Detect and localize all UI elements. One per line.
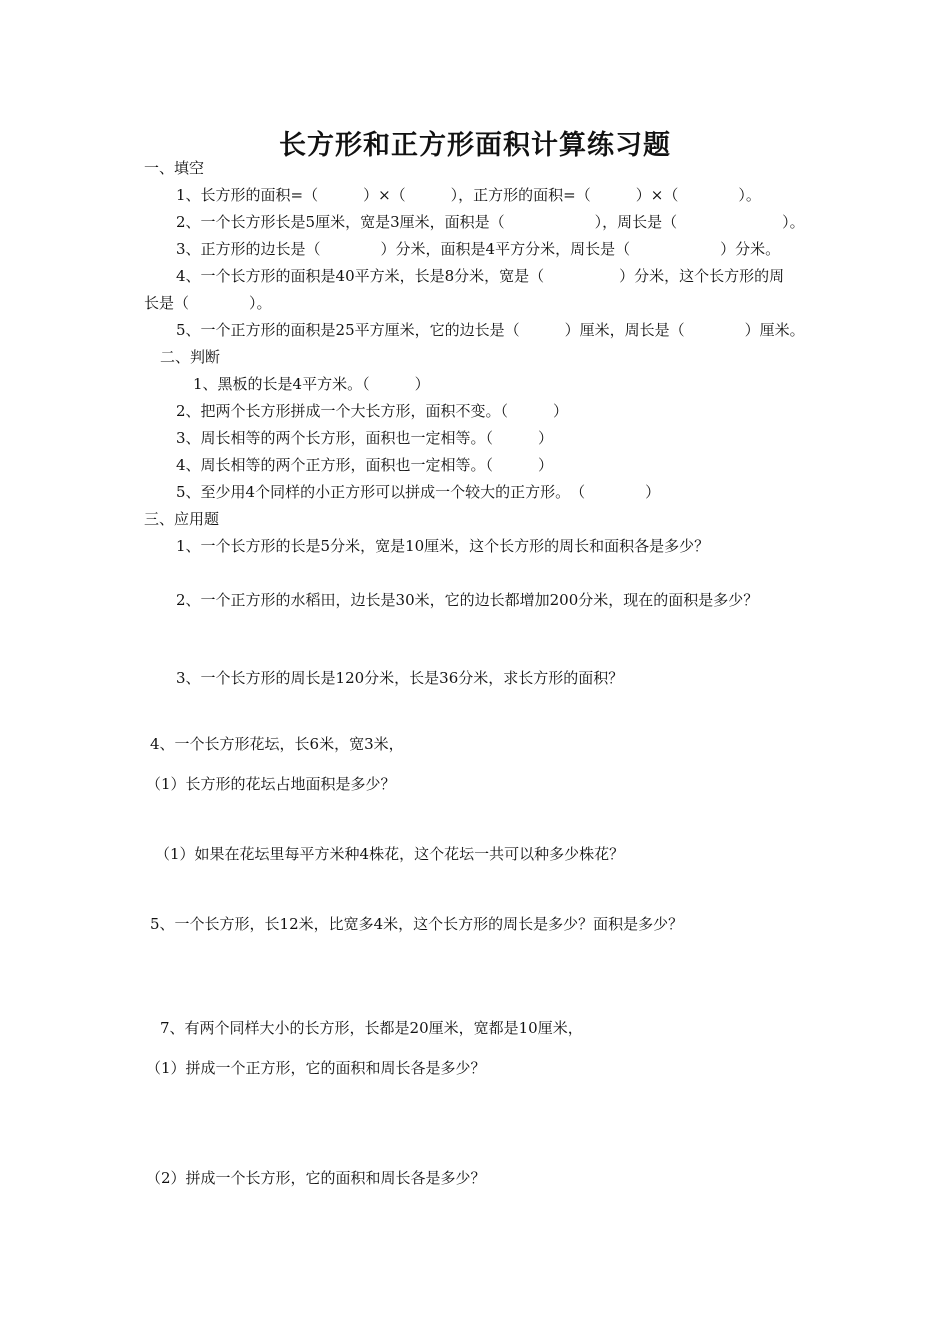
apply-question-4-part-2: （1）如果在花坛里每平方米种4株花，这个花坛一共可以种多少株花？ <box>155 845 625 863</box>
page-title: 长方形和正方形面积计算练习题 <box>279 130 671 161</box>
section-judge-heading: 二、判断 <box>160 348 221 366</box>
judge-question-3: 3、周长相等的两个长方形，面积也一定相等。（ ） <box>176 429 554 447</box>
section-fill-heading: 一、填空 <box>144 159 205 177</box>
apply-question-4: 4、一个长方形花坛，长6米，宽3米， <box>150 735 404 753</box>
section-apply-heading: 三、应用题 <box>144 510 220 528</box>
fill-question-4-continued: 长是（ ）。 <box>144 294 272 312</box>
fill-question-3: 3、正方形的边长是（ ）分米，面积是4平方分米，周长是（ ）分米。 <box>176 240 781 258</box>
apply-question-7-part-2: （2）拼成一个长方形，它的面积和周长各是多少？ <box>146 1169 486 1187</box>
judge-question-1: 1、黑板的长是4平方米。（ ） <box>193 375 430 393</box>
fill-question-5: 5、一个正方形的面积是25平方厘米，它的边长是（ ）厘米，周长是（ ）厘米。 <box>176 321 805 339</box>
apply-question-2: 2、一个正方形的水稻田，边长是30米，它的边长都增加200分米，现在的面积是多少？ <box>176 591 759 609</box>
judge-question-2: 2、把两个长方形拼成一个大长方形，面积不变。（ ） <box>176 402 569 420</box>
fill-question-2: 2、一个长方形长是5厘米，宽是3厘米，面积是（ ），周长是（ ）。 <box>176 213 805 231</box>
apply-question-5: 5、一个长方形，长12米，比宽多4米，这个长方形的周长是多少？面积是多少？ <box>150 915 684 933</box>
judge-question-5: 5、至少用4个同样的小正方形可以拼成一个较大的正方形。 （ ） <box>176 483 661 501</box>
judge-question-4: 4、周长相等的两个正方形，面积也一定相等。（ ） <box>176 456 554 474</box>
fill-question-1: 1、长方形的面积=（ ）×（ ），正方形的面积=（ ）×（ ）。 <box>176 186 761 204</box>
apply-question-1: 1、一个长方形的长是5分米，宽是10厘米，这个长方形的周长和面积各是多少？ <box>176 537 710 555</box>
apply-question-3: 3、一个长方形的周长是120分米，长是36分米，求长方形的面积？ <box>176 669 624 687</box>
apply-question-4-part-1: （1）长方形的花坛占地面积是多少？ <box>146 775 396 793</box>
apply-question-7: 7、有两个同样大小的长方形，长都是20厘米，宽都是10厘米， <box>160 1019 583 1037</box>
fill-question-4: 4、一个长方形的面积是40平方米，长是8分米，宽是（ ）分米，这个长方形的周 <box>176 267 785 285</box>
apply-question-7-part-1: （1）拼成一个正方形，它的面积和周长各是多少？ <box>146 1059 486 1077</box>
